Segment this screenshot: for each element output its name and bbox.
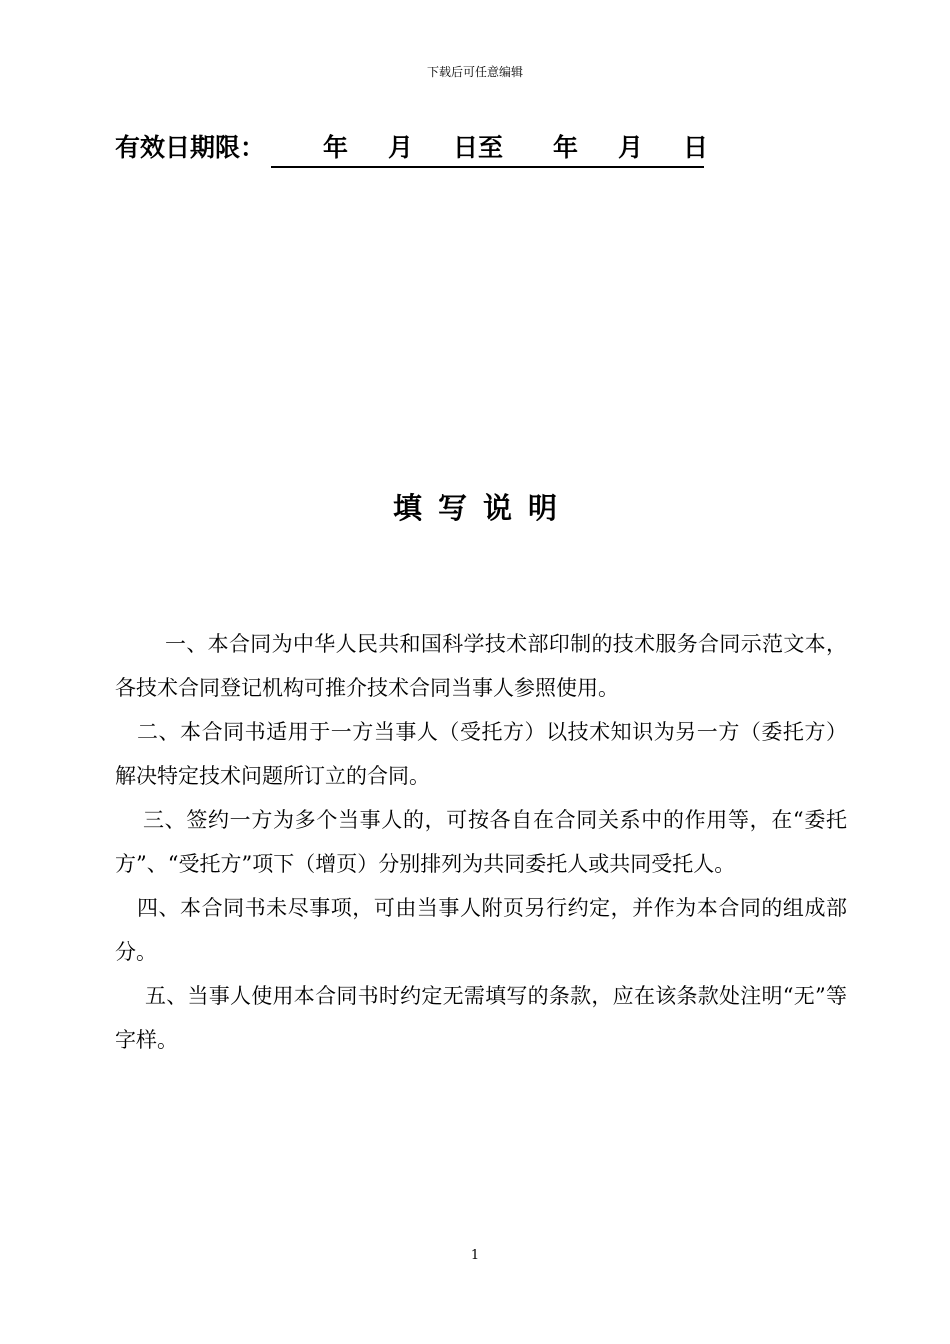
instruction-paragraph-2: 二、本合同书适用于一方当事人（受托方）以技术知识为另一方（委托方）解决特定技术问题所订立的合同。	[115, 720, 847, 788]
start-month-unit: 月	[388, 133, 414, 162]
validity-date-field[interactable]	[271, 130, 709, 168]
validity-label: 有效日期限：	[115, 133, 266, 162]
end-day-unit: 日	[683, 133, 709, 162]
instruction-paragraph-3: 三、签约一方为多个当事人的，可按各自在合同关系中的作用等，在“委托方”、“受托方”项下（增页）分别排列为共同委托人或共同受托人。	[115, 808, 847, 876]
header-note: 下载后可任意编辑	[426, 65, 523, 79]
instruction-paragraph-5: 五、当事人使用本合同书时约定无需填写的条款，应在该条款处注明“无”等字样。	[115, 984, 847, 1052]
start-year-unit: 年	[323, 133, 349, 162]
page-title: 填写说明	[392, 491, 573, 525]
page-number: 1	[470, 1248, 480, 1263]
instruction-paragraph-4: 四、本合同书未尽事项，可由当事人附页另行约定，并作为本合同的组成部分。	[115, 896, 847, 964]
end-month-unit: 月	[618, 133, 644, 162]
end-year-unit: 年	[553, 133, 579, 162]
start-day-to-unit: 日至	[453, 133, 504, 162]
validity-period	[115, 130, 709, 170]
instruction-paragraph-1: 一、本合同为中华人民共和国科学技术部印制的技术服务合同示范文本，各技术合同登记机构可推介技术合同当事人参照使用。	[115, 632, 847, 700]
instructions-section	[115, 622, 847, 1062]
